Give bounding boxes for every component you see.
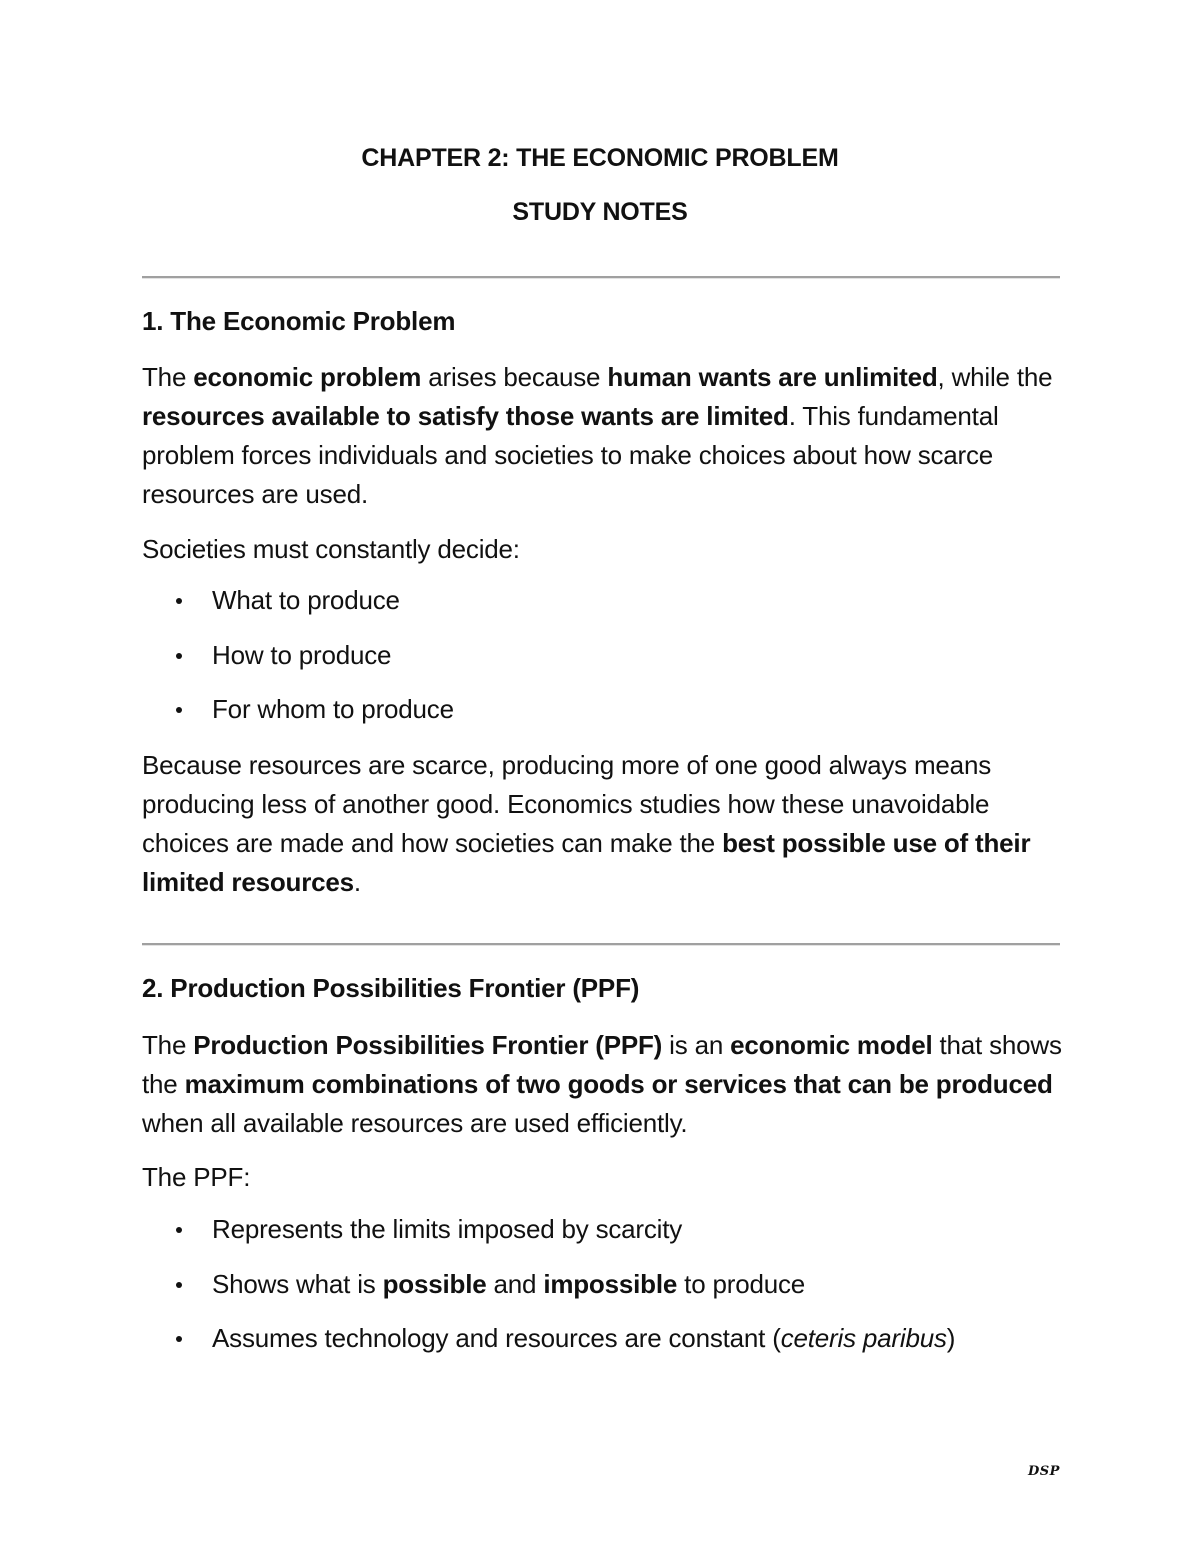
paragraph-the-ppf [142,1158,1062,1197]
list-item [142,1268,1062,1323]
bold-text-run: maximum combinations of two goods or services that can be produced [184,1069,1053,1099]
bullet-icon [176,707,182,713]
paragraph-societies-decide [142,530,1062,569]
bold-text-run: impossible [543,1268,678,1299]
bold-text-run: best possible use of their limited resources [142,828,1031,897]
italic-text-run: ceteris paribus [780,1323,947,1353]
author-initials-mark: DSP [1028,1464,1060,1479]
paragraph-ppf-definition [142,1026,1062,1143]
section-heading-economic-problem: 1. The Economic Problem [142,306,456,336]
list-item [142,693,1062,748]
text-run: arises because [421,362,608,392]
horizontal-divider [142,943,1060,946]
document-title: CHAPTER 2: THE ECONOMIC PROBLEM [361,144,839,172]
text-run: when all available resources are used efficiently. [142,1108,688,1138]
bold-text-run: Production Possibilities Frontier (PPF) [193,1030,663,1060]
text-run: . [353,867,361,897]
list-item [142,639,1062,694]
bold-text-run: economic problem [193,362,422,392]
list-item-text: For whom to produce [212,694,454,724]
bullet-list-decisions [142,584,1062,748]
bullet-icon [176,653,182,659]
bullet-icon [176,1227,182,1233]
paragraph-text: The PPF: [142,1162,251,1192]
text-run: ) [946,1323,956,1353]
bullet-icon [176,598,182,604]
text-run: Because resources are scarce, producing more of one good always means producing less of another good. Economics studies how these unavoidable choices are made and how societies can make the [142,750,991,858]
text-run: Shows what is [212,1268,383,1299]
text-run: The [142,1030,194,1060]
list-item [142,1322,1062,1377]
list-item [142,584,1062,639]
text-run: to produce [677,1268,806,1299]
bold-text-run: economic model [730,1030,933,1060]
list-item [142,1213,1062,1268]
bold-text-run: resources available to satisfy those wants are limited [142,401,789,431]
text-run: Assumes technology and resources are constant ( [212,1323,781,1353]
paragraph-economic-problem-definition [142,358,1062,514]
document-subtitle: STUDY NOTES [512,198,688,226]
bold-text-run: human wants are unlimited [607,362,938,392]
bullet-list-ppf [142,1213,1062,1377]
list-item-text: Represents the limits imposed by scarcity [212,1214,683,1244]
text-run: , while the [937,362,1053,392]
section-heading-ppf: 2. Production Possibilities Frontier (PPF) [142,973,640,1003]
bullet-icon [176,1336,182,1342]
list-item-text: What to produce [212,585,400,615]
paragraph-scarcity-choices [142,746,1062,902]
text-run: is an [662,1030,731,1060]
text-run: The [142,362,194,392]
bold-text-run: possible [382,1268,487,1299]
text-run: that shows the [142,1030,1062,1099]
text-run: and [486,1268,544,1299]
list-item-text: How to produce [212,639,392,670]
horizontal-divider [142,276,1060,279]
bullet-icon [176,1282,182,1288]
paragraph-text: Societies must constantly decide: [142,534,520,564]
text-run: . This fundamental problem forces individuals and societies to make choices about how scarce resources are used. [142,401,999,509]
